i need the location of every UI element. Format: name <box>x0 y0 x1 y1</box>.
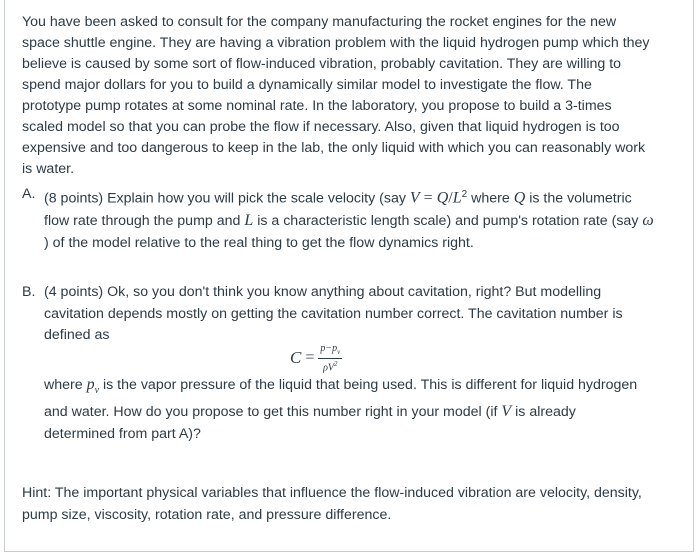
intro-line: prototype pump rotates at some nominal rate. In the laboratory, you propose to build a 3-times <box>22 98 612 114</box>
question-part-a <box>22 184 662 254</box>
part-a-line-1: (8 points) Explain how you will pick the scale velocity (say $V = Q/L^2$ where Q is the volumetric <box>44 189 632 207</box>
intro-line: spend major dollars for you to build a dynamically similar model to investigate the flow. The <box>22 77 592 93</box>
part-b-line: (4 points) Ok, so you don't think you know anything about cavitation, right? But modelling <box>44 284 602 300</box>
part-b-continuation <box>22 374 662 445</box>
intro-line: believe is caused by some sort of flow-induced vibration, probably cavitation. They are willing to <box>22 56 622 72</box>
question-part-b <box>22 282 662 347</box>
part-a-line-3: ) of the model relative to the real thing to get the flow dynamics right. <box>44 234 474 251</box>
equation-numerator: $p-p_v$ <box>320 342 341 356</box>
intro-paragraph <box>22 12 662 180</box>
part-b-after-line-3: determined from part A)? <box>44 425 201 442</box>
intro-line: expensive and too dangerous to keep in the lab, the only liquid with which you can reasonably work <box>22 140 646 156</box>
part-b-line: defined as <box>44 327 110 343</box>
hint-line: Hint: The important physical variables that influence the flow-induced vibration are velocity, density, <box>22 485 642 501</box>
part-a-line-2: flow rate through the pump and L is a characteristic length scale) and pump's rotation rate (say ω <box>44 212 654 230</box>
hint-paragraph <box>22 483 672 526</box>
intro-line: space shuttle engine. They are having a vibration problem with the liquid hydrogen pump which they <box>22 35 650 51</box>
intro-line: is water. <box>22 161 75 177</box>
hint-line: pump size, viscosity, rotation rate, and pressure difference. <box>22 506 392 523</box>
equation-fraction <box>318 343 342 373</box>
part-b-marker: B. <box>22 284 36 300</box>
cavitation-equation: C = $\frac{p-p_v}{\rho V^2}$ <box>290 342 341 374</box>
intro-line: You have been asked to consult for the company manufacturing the rocket engines for the new <box>22 14 617 30</box>
part-b-line: cavitation depends mostly on getting the cavitation number correct. The cavitation number is <box>44 305 623 322</box>
equation-denominator: $\rho V^2$ <box>323 359 338 374</box>
part-a-marker: A. <box>22 186 36 202</box>
part-b-after-line-1: where $p_v$ is the vapor pressure of the liquid that being used. This is different for liquid hydrogen <box>44 376 638 396</box>
part-b-after-line-2: and water. How do you propose to get this number right in your model (if V is already <box>44 403 576 421</box>
intro-line: scaled model so that you can probe the flow if necessary. Also, given that liquid hydrogen is too <box>22 119 620 135</box>
